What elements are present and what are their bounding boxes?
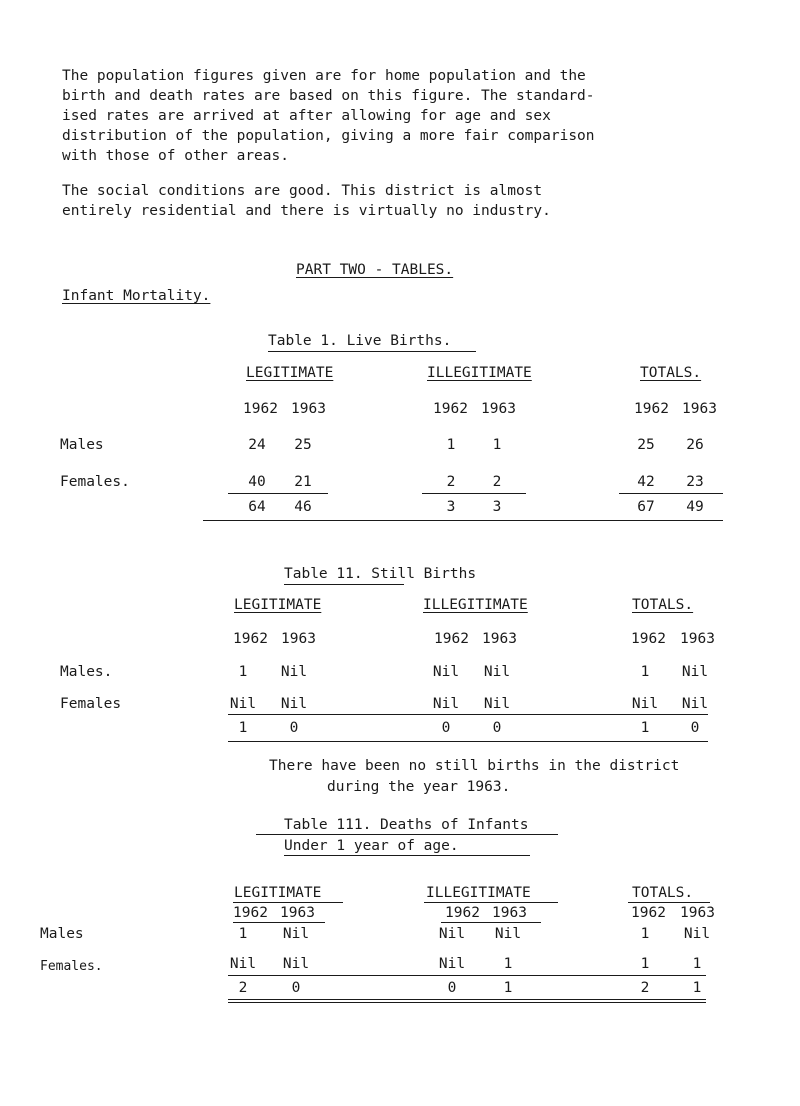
table3-cell: Nil [494,926,522,942]
table3-cell: 1 [692,956,702,972]
table2-note-line-2: during the year 1963. [327,779,511,795]
table3-total: 2 [640,980,650,996]
table1-total: 64 [248,499,266,515]
table1-total: 49 [686,499,704,515]
table2-year: 1963 [281,631,316,647]
table3-group-legitimate: LEGITIMATE [234,885,322,901]
table2-cell: Nil [280,696,308,712]
table1-year: 1963 [481,401,516,417]
table1-title: Table 1. Live Births. [268,333,452,349]
table2-title: Table 11. Still Births [284,566,477,582]
table3-cell: Nil [438,956,466,972]
table2-year: 1962 [434,631,469,647]
table2-total: 1 [640,720,650,736]
table2-note-line-1: There have been no still births in the district [269,758,680,774]
table2-cell: Nil [432,696,460,712]
table3-row-label: Males [40,926,84,942]
table3-title: Table 111. Deaths of Infants [284,817,529,833]
section-heading: Infant Mortality. [62,288,211,304]
table1-year: 1962 [634,401,669,417]
table1-year: 1962 [243,401,278,417]
table2-row-label: Males. [60,664,113,680]
table1-cell: 2 [492,474,502,490]
table2-total: 0 [492,720,502,736]
table3-year: 1963 [280,905,315,921]
table3-row-label: Females. [40,959,103,974]
table3-total: 2 [238,980,248,996]
table3-total: 0 [447,980,457,996]
table1-total: 3 [446,499,456,515]
intro2-line-1: The social conditions are good. This district is almost [62,183,543,199]
table2-total: 1 [238,720,248,736]
table1-cell: 40 [248,474,266,490]
table3-cell: 1 [640,956,650,972]
intro-line-1: The population figures given are for home population and the [62,68,586,84]
part-heading: PART TWO - TABLES. [296,262,454,278]
table2-cell: Nil [432,664,460,680]
table3-cell: Nil [229,956,257,972]
table2-group-legitimate: LEGITIMATE [234,597,322,613]
table1-year: 1962 [433,401,468,417]
table1-year: 1963 [682,401,717,417]
table2-total: 0 [441,720,451,736]
table3-total: 1 [692,980,702,996]
table3-total: 1 [503,980,513,996]
table2-year: 1962 [631,631,666,647]
intro-line-3: ised rates are arrived at after allowing for age and sex [62,108,551,124]
table1-total: 3 [492,499,502,515]
table1-cell: 2 [446,474,456,490]
table3-cell: 1 [238,926,248,942]
table1-group-legitimate: LEGITIMATE [246,365,334,381]
table2-cell: Nil [631,696,659,712]
table3-cell: 1 [503,956,513,972]
table1-group-illegitimate: ILLEGITIMATE [427,365,532,381]
table3-cell: Nil [282,956,310,972]
table2-group-totals: TOTALS. [632,597,694,613]
table2-cell: Nil [229,696,257,712]
table2-cell: 1 [640,664,650,680]
intro-line-5: with those of other areas. [62,148,289,164]
table1-group-totals: TOTALS. [640,365,702,381]
table1-total: 46 [294,499,312,515]
table1-total: 67 [637,499,655,515]
table2-cell: Nil [681,696,709,712]
table2-cell: Nil [483,696,511,712]
table2-cell: Nil [681,664,709,680]
table1-row-label: Females. [60,474,130,490]
table1-cell: 42 [637,474,655,490]
table2-cell: Nil [483,664,511,680]
table1-cell: 25 [294,437,312,453]
table2-total: 0 [690,720,700,736]
table3-cell: Nil [438,926,466,942]
intro-line-2: birth and death rates are based on this figure. The standard- [62,88,595,104]
table2-year: 1963 [482,631,517,647]
table1-cell: 25 [637,437,655,453]
table3-cell: Nil [683,926,711,942]
table3-year: 1962 [631,905,666,921]
table3-group-totals: TOTALS. [632,885,694,901]
table2-year: 1963 [680,631,715,647]
table3-group-illegitimate: ILLEGITIMATE [426,885,531,901]
table3-year: 1963 [492,905,527,921]
table1-row-label: Males [60,437,104,453]
table1-cell: 26 [686,437,704,453]
table2-group-illegitimate: ILLEGITIMATE [423,597,528,613]
table3-year: 1962 [445,905,480,921]
table1-cell: 24 [248,437,266,453]
intro2-line-2: entirely residential and there is virtually no industry. [62,203,551,219]
table1-year: 1963 [291,401,326,417]
table3-subtitle: Under 1 year of age. [284,838,459,854]
table3-year: 1963 [680,905,715,921]
table3-cell: Nil [282,926,310,942]
table2-year: 1962 [233,631,268,647]
table2-total: 0 [289,720,299,736]
table2-row-label: Females [60,696,122,712]
table1-cell: 1 [492,437,502,453]
table1-cell: 1 [446,437,456,453]
table1-cell: 21 [294,474,312,490]
table1-cell: 23 [686,474,704,490]
intro-line-4: distribution of the population, giving a more fair comparison [62,128,595,144]
table2-cell: 1 [238,664,248,680]
table3-year: 1962 [233,905,268,921]
table2-cell: Nil [280,664,308,680]
table3-cell: 1 [640,926,650,942]
table3-total: 0 [291,980,301,996]
